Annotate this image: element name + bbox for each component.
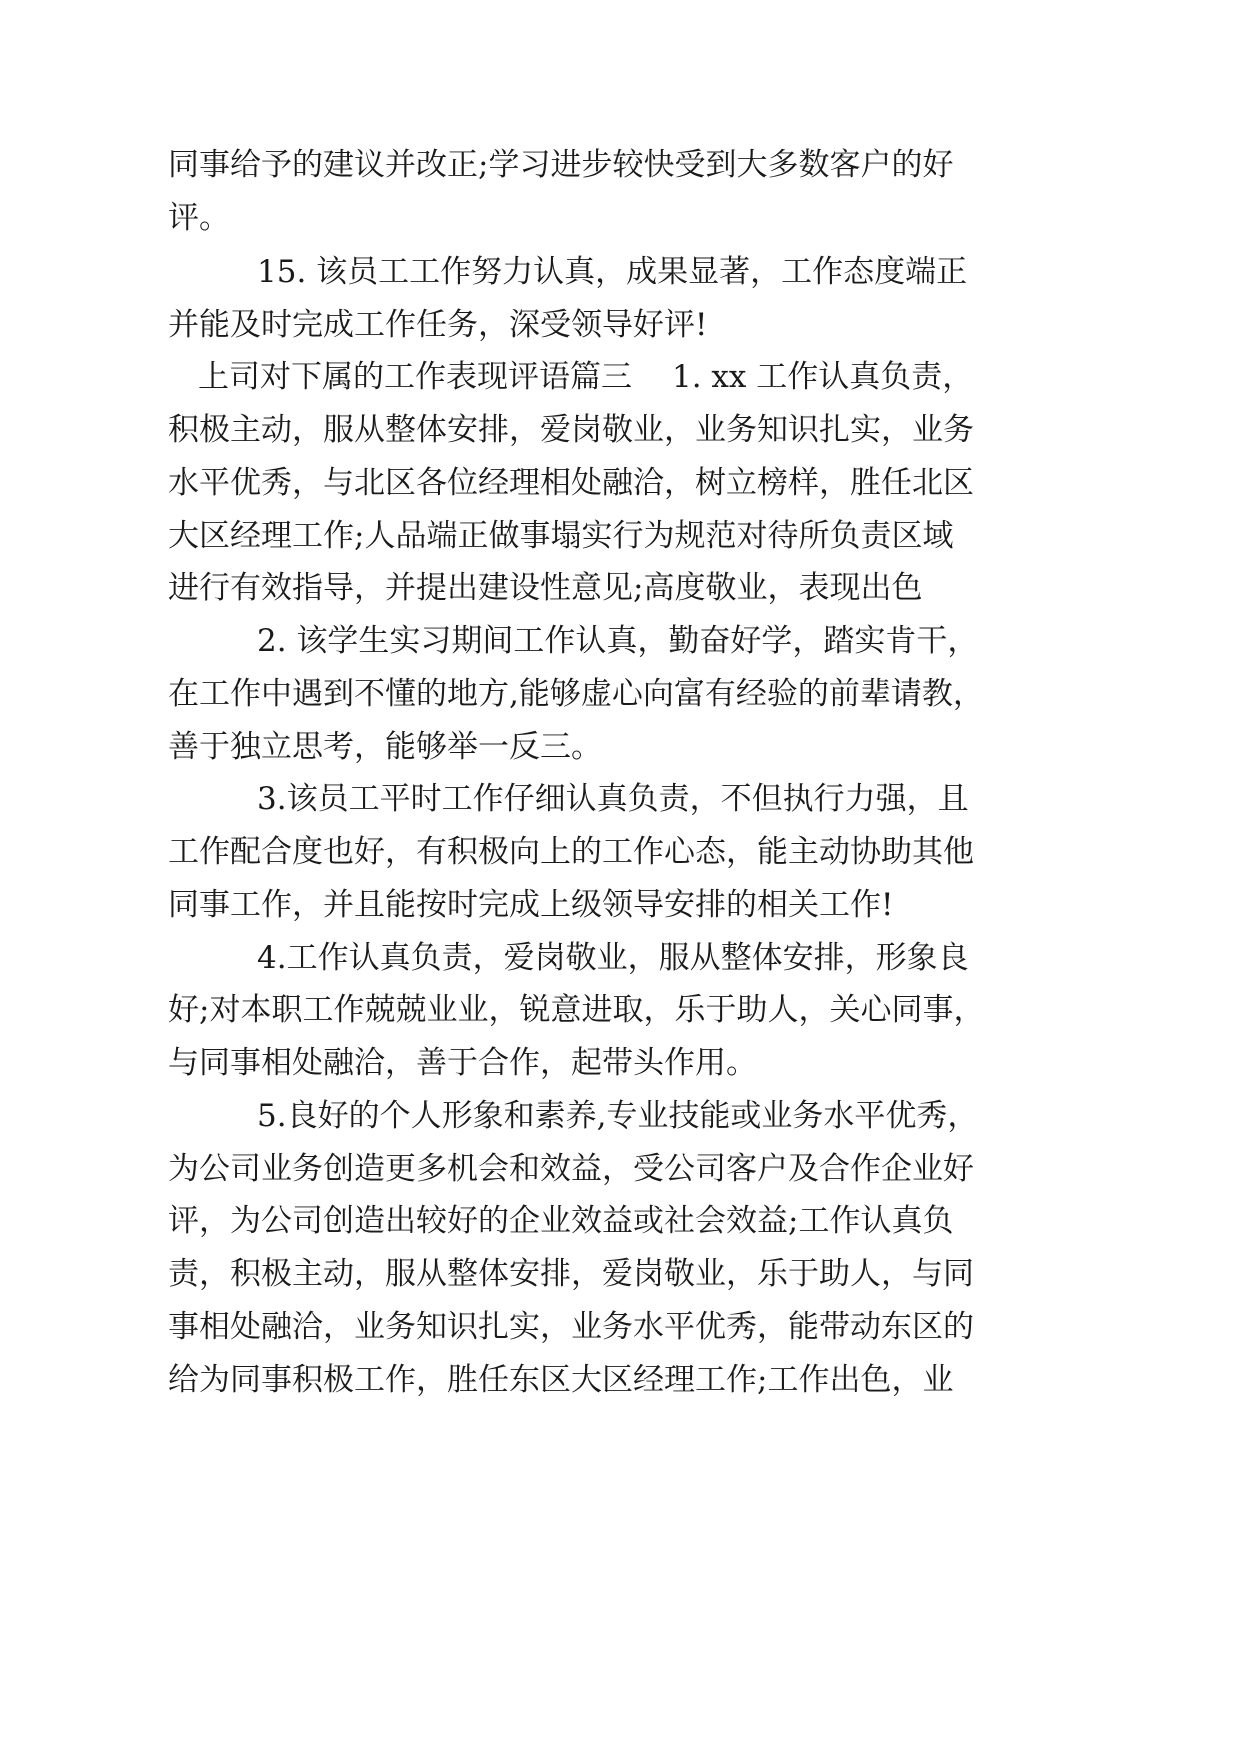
text-line: 工作配合度也好，有积极向上的工作心态，能主动协助其他: [168, 834, 974, 870]
text-line: 2. 该学生实习期间工作认真，勤奋好学，踏实肯干，: [257, 623, 979, 659]
text-line: 评，为公司创造出较好的企业效益或社会效益;工作认真负: [168, 1203, 954, 1239]
text-line: 评。: [168, 200, 230, 236]
text-line: 同事给予的建议并改正;学习进步较快受到大多数客户的好: [168, 147, 954, 183]
text-line: 为公司业务创造更多机会和效益，受公司客户及合作企业好: [168, 1151, 974, 1187]
text-line: 给为同事积极工作，胜任东区大区经理工作;工作出色，业: [168, 1362, 954, 1398]
text-line: 好;对本职工作兢兢业业，锐意进取，乐于助人，关心同事，: [168, 992, 985, 1028]
text-line: 1. xx 工作认真负责，: [672, 359, 974, 395]
text-line: 积极主动，服从整体安排，爱岗敬业，业务知识扎实，业务: [168, 412, 974, 448]
text-line: 善于独立思考，能够举一反三。: [168, 729, 602, 765]
text-line: 大区经理工作;人品端正做事塌实行为规范对待所负责区域: [168, 518, 954, 554]
text-line: 4.工作认真负责，爱岗敬业，服从整体安排，形象良: [257, 940, 969, 976]
text-line: 同事工作，并且能按时完成上级领导安排的相关工作!: [168, 887, 894, 923]
section-title: 上司对下属的工作表现评语篇三: [198, 359, 632, 395]
text-line: 进行有效指导，并提出建设性意见;高度敬业，表现出色: [168, 570, 923, 606]
text-line: 3.该员工平时工作仔细认真负责，不但执行力强，且: [257, 781, 969, 817]
text-line: 并能及时完成工作任务，深受领导好评!: [168, 307, 708, 343]
text-line: 水平优秀，与北区各位经理相处融洽，树立榜样，胜任北区: [168, 465, 974, 501]
text-line: 事相处融洽，业务知识扎实，业务水平优秀，能带动东区的: [168, 1309, 974, 1345]
text-line: 与同事相处融洽，善于合作，起带头作用。: [168, 1045, 757, 1081]
text-line: 15. 该员工工作努力认真，成果显著，工作态度端正: [257, 254, 968, 290]
text-line: 责，积极主动，服从整体安排，爱岗敬业，乐于助人，与同: [168, 1256, 974, 1292]
text-line: 在工作中遇到不懂的地方,能够虚心向富有经验的前辈请教，: [168, 676, 984, 712]
text-line: 5.良好的个人形象和素养,专业技能或业务水平优秀，: [257, 1098, 979, 1134]
